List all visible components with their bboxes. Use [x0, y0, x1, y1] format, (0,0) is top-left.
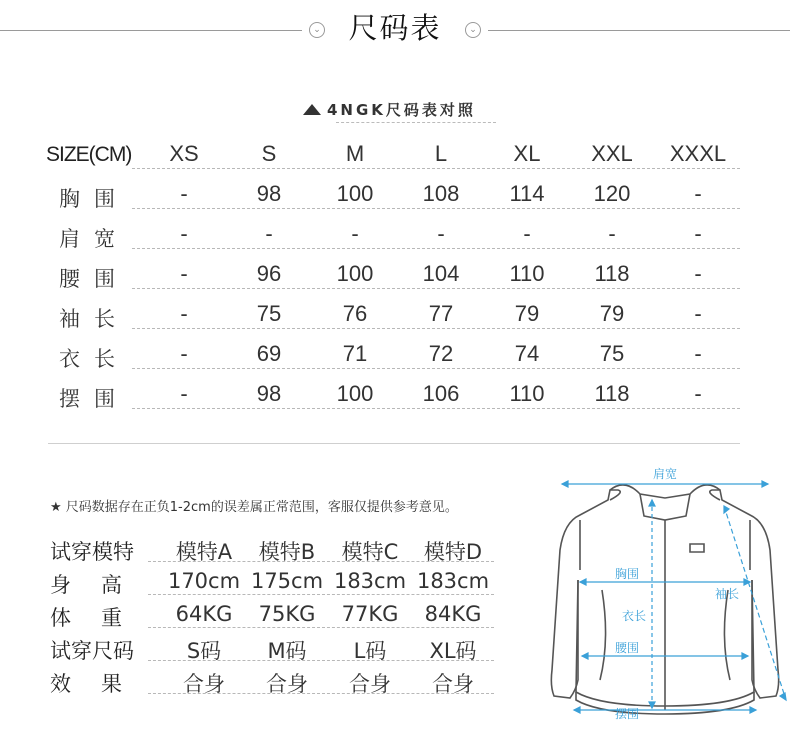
size-row-label: 胸围: [59, 187, 129, 211]
model-cell: 合身: [349, 672, 391, 696]
size-row-label: 袖长: [59, 307, 129, 331]
model-cell: XL码: [429, 639, 477, 663]
model-row: [48, 664, 494, 696]
dotted-rule: [148, 693, 494, 694]
size-cell: -: [608, 221, 616, 246]
model-row-label: 体重: [50, 606, 152, 630]
section-divider: [48, 443, 740, 444]
size-cell: -: [694, 381, 702, 406]
model-row: [48, 598, 494, 630]
size-cell: -: [351, 221, 359, 246]
waist-label: 腰围: [614, 641, 640, 655]
size-cell: 71: [342, 341, 368, 366]
size-cell: 75: [599, 341, 625, 366]
model-row: [48, 631, 494, 663]
model-cell: 175cm: [250, 569, 324, 593]
subtitle-text: 4NGK尺码表对照: [327, 101, 476, 119]
model-cell: 合身: [183, 672, 225, 696]
dotted-rule: [132, 408, 740, 409]
size-chart-subtitle: [303, 99, 503, 120]
dotted-rule: [148, 594, 494, 595]
model-row-label: 试穿模特: [50, 540, 134, 564]
size-row-label: 肩宽: [59, 227, 129, 251]
size-cell: -: [694, 341, 702, 366]
model-row-label: 身高: [50, 573, 152, 597]
subtitle-underline: [336, 122, 496, 123]
model-row-label: 效果: [50, 672, 152, 696]
page-title: 尺码表: [348, 11, 442, 45]
size-header-cell: L: [434, 141, 448, 166]
model-cell: 183cm: [416, 569, 490, 593]
size-cell: -: [437, 221, 445, 246]
size-cell: 77: [428, 301, 454, 326]
model-cell: 合身: [266, 672, 308, 696]
size-row: [46, 297, 740, 337]
model-cell: 170cm: [167, 569, 241, 593]
dotted-rule: [132, 328, 740, 329]
model-row-label: 试穿尺码: [50, 639, 134, 663]
size-cell: -: [523, 221, 531, 246]
model-cell: 模特A: [175, 540, 233, 564]
chevron-down-icon: ⌄: [465, 22, 481, 38]
size-header-cell: M: [345, 141, 365, 166]
size-cell: 96: [256, 261, 282, 286]
size-header-label: SIZE(CM): [46, 143, 132, 166]
size-cell: 100: [336, 261, 374, 286]
size-cell: -: [694, 261, 702, 286]
size-header-cell: XL: [513, 141, 541, 166]
dotted-rule: [132, 208, 740, 209]
size-cell: 120: [593, 181, 631, 206]
size-cell: 76: [342, 301, 368, 326]
model-row: [48, 565, 494, 597]
size-cell: -: [694, 221, 702, 246]
model-cell: M码: [267, 639, 307, 663]
model-cell: 84KG: [424, 602, 482, 626]
size-header-cell: S: [261, 141, 277, 166]
chevron-down-icon: ⌄: [309, 22, 325, 38]
size-cell: 114: [509, 181, 545, 206]
size-row: [46, 337, 740, 377]
size-cell: 79: [514, 301, 540, 326]
model-cell: 模特B: [258, 540, 316, 564]
size-cell: 75: [256, 301, 282, 326]
size-cell: 79: [599, 301, 625, 326]
size-cell: -: [180, 181, 188, 206]
dotted-rule: [132, 168, 740, 169]
dotted-rule: [148, 627, 494, 628]
model-cell: L码: [353, 639, 387, 663]
size-row: [46, 217, 740, 257]
size-row-label: 摆围: [59, 387, 129, 411]
size-cell: 69: [256, 341, 282, 366]
size-cell: 100: [336, 181, 374, 206]
title-rule-right: [488, 30, 790, 31]
size-cell: -: [180, 381, 188, 406]
model-cell: S码: [186, 639, 222, 663]
size-cell: 98: [256, 181, 282, 206]
size-cell: 72: [428, 341, 454, 366]
model-cell: 模特D: [423, 540, 483, 564]
model-cell: 模特C: [341, 540, 399, 564]
size-cell: 110: [509, 381, 545, 406]
size-header-row: [46, 137, 740, 177]
model-cell: 合身: [432, 672, 474, 696]
size-cell: 98: [256, 381, 282, 406]
size-cell: -: [180, 301, 188, 326]
size-row: [46, 177, 740, 217]
dotted-rule: [132, 368, 740, 369]
size-cell: 106: [422, 381, 460, 406]
size-cell: 74: [514, 341, 540, 366]
jacket-outline: [551, 485, 778, 714]
dotted-rule: [148, 561, 494, 562]
title-rule-left: [0, 30, 302, 31]
size-cell: -: [180, 221, 188, 246]
size-cell: -: [180, 261, 188, 286]
size-cell: 110: [509, 261, 545, 286]
size-header-cell: XXXL: [669, 141, 727, 166]
size-disclaimer-note: ★ 尺码数据存在正负1-2cm的误差属正常范围，客服仅提供参考意见。: [50, 500, 458, 515]
dotted-rule: [132, 248, 740, 249]
size-cell: -: [265, 221, 273, 246]
size-row-label: 腰围: [59, 267, 129, 291]
dotted-rule: [148, 660, 494, 661]
size-cell: -: [694, 181, 702, 206]
size-cell: 108: [422, 181, 460, 206]
model-row: [48, 532, 494, 564]
model-cell: 77KG: [341, 602, 399, 626]
size-cell: -: [180, 341, 188, 366]
size-cell: 100: [336, 381, 374, 406]
size-cell: -: [694, 301, 702, 326]
size-row: [46, 377, 740, 417]
triangle-icon: [303, 104, 321, 115]
size-row: [46, 257, 740, 297]
size-cell: 118: [594, 261, 630, 286]
jacket-illustration: [540, 460, 790, 750]
size-cell: 104: [422, 261, 460, 286]
size-row-label: 衣长: [59, 347, 129, 371]
shoulder-label: 肩宽: [652, 467, 678, 481]
sleeve-label: 袖长: [714, 587, 740, 601]
dotted-rule: [132, 288, 740, 289]
model-cell: 183cm: [333, 569, 407, 593]
size-header-cell: XXL: [591, 141, 633, 166]
hem-label: 摆围: [614, 707, 640, 721]
jacket-measurement-diagram: [540, 460, 790, 750]
model-cell: 75KG: [258, 602, 316, 626]
length-label: 衣长: [621, 609, 647, 623]
chest-label: 胸围: [614, 567, 640, 581]
size-cell: 118: [594, 381, 630, 406]
model-cell: 64KG: [175, 602, 233, 626]
size-header-cell: XS: [169, 141, 199, 166]
